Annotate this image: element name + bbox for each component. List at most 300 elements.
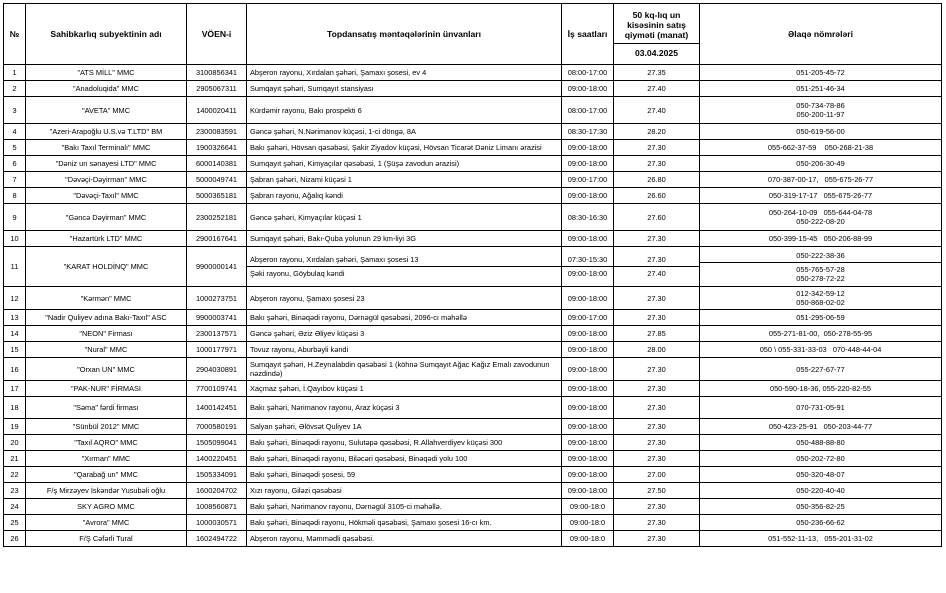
phone-number: 070-387-00-17, 055-675-26-77 [767,175,874,184]
row-no: 16 [4,358,26,381]
price-value: 27.30 [647,422,666,431]
address-line: Gəncə şəhəri, N.Nərimanov küçəsi, 1-ci döngə, 8A [250,127,416,136]
phone-group [703,249,938,262]
row-no: 23 [4,483,26,499]
phone-numbers [700,419,942,435]
phone-numbers [700,172,942,188]
voen: 1400020411 [187,97,247,124]
phone-number: 012-342-59-12 [796,289,845,298]
phone-number: 050-220-40-40 [796,486,845,495]
row-no: 8 [4,188,26,204]
address-line: Sumqayıt şəhəri, Bakı-Quba yolunun 29 km-liyi 3G [250,234,416,243]
entity-name: "Avrora" MMC [26,515,187,531]
address-line: Xızı rayonu, Giləzi qəsəbəsi [250,486,342,495]
row-no: 7 [4,172,26,188]
phone-numbers [700,81,942,97]
work-hours [562,204,614,231]
phone-numbers [700,381,942,397]
phone-number: 070-731-05-91 [796,403,845,412]
phone-numbers [700,467,942,483]
price [614,247,700,287]
hours-line: 09:00-18:00 [567,364,608,374]
price-value: 26.60 [647,191,666,200]
work-hours [562,124,614,140]
phone-number: 050-868-02-02 [796,298,845,307]
address-line: Bakı şəhəri, Nərimanov rayonu, Araz küçəsi 3 [250,403,400,412]
table-row [4,515,942,531]
row-no: 11 [4,247,26,287]
header-phones: Əlaqə nömrələri [700,4,942,65]
voen: 1000030571 [187,515,247,531]
entity-name: "Gəncə Dəyirman" MMC [26,204,187,231]
phone-group [703,452,938,465]
entity-name: F/Ş Cəfərli Tural [26,531,187,547]
price-value: 27.30 [647,534,666,543]
phone-numbers [700,97,942,124]
header-address: Topdansatış məntəqələrinin ünvanları [247,4,562,65]
table-row [4,483,942,499]
table-row [4,140,942,156]
phone-number: 050-319-17-17 055-675-26-77 [768,191,873,200]
price [614,97,700,124]
hours-line: 09:00-18:00 [567,384,608,393]
price [614,483,700,499]
table-row [4,124,942,140]
phone-group [700,262,941,285]
entity-name: "Sünbül 2012" MMC [26,419,187,435]
phone-number: 050-222-08-20 [796,217,845,226]
voen: 1400142451 [187,397,247,419]
price-value: 28.20 [647,127,666,136]
phone-group [703,484,938,497]
header-price [614,4,700,65]
addresses [247,326,562,342]
hours-line: 09:00-18:00 [567,422,608,431]
price [614,342,700,358]
phone-number: 055-765-57-28 [796,264,845,274]
address-line: Sumqayıt şəhəri, Kimyaçılar qəsəbəsi, 1 (Şüşə zavodun ərazisi) [250,159,460,168]
hours-line: 07:30-15:30 [567,255,608,264]
entity-name: "KARAT HOLDİNQ" MMC [26,247,187,287]
work-hours [562,81,614,97]
work-hours [562,97,614,124]
addresses [247,515,562,531]
price-value: 27.30 [647,143,666,152]
hours-line: 09:00-18:00 [562,266,613,280]
header-hours: İş saatları [562,4,614,65]
price-value: 27.30 [647,518,666,527]
voen: 1505334091 [187,467,247,483]
address-line: Sumqayıt şəhəri, H.Zeynalabdin qəsəbəsi 1 (köhnə Sumqayıt Ağac Kağız Emalı zavodunun nəzdində) [250,360,550,378]
phone-numbers [700,342,942,358]
price-value: 27.30 [647,438,666,447]
entity-name: F/ş Mirzəyev İskəndər Yusubəli oğlu [26,483,187,499]
row-no: 3 [4,97,26,124]
voen: 1602494722 [187,531,247,547]
phone-numbers [700,287,942,310]
phone-group [703,343,938,356]
voen: 1600204702 [187,483,247,499]
addresses [247,172,562,188]
price-value: 27.85 [647,329,666,338]
table-row [4,172,942,188]
addresses [247,397,562,419]
addresses [247,287,562,310]
table-row [4,65,942,81]
phone-group [703,173,938,186]
addresses [247,342,562,358]
address-line: Bakı şəhəri, Hövsan qəsəbəsi, Şakir Ziyadov küçəsi, Hövsan Ticarət Dəniz Limanı ərazisi [250,143,542,152]
address-line: Şabran rayonu, Ağalıq kəndi [250,191,343,200]
address-line: Salyan şəhəri, Əlövsət Quliyev 1A [250,422,362,431]
work-hours [562,342,614,358]
table-row [4,358,942,381]
price-value: 27.30 [647,384,666,393]
address-line: Abşeron rayonu, Xırdalan şəhəri, Şamaxı şosesi, ev 4 [250,68,427,77]
price [614,188,700,204]
entity-name: "Taxıl AQRO" MMC [26,435,187,451]
addresses [247,310,562,326]
phone-group [703,382,938,395]
phone-group [703,532,938,545]
phone-number: 050-236-66-62 [796,518,845,527]
phone-numbers [700,483,942,499]
addresses [247,358,562,381]
entity-name: "Dəvəçi-Dəyirman" MMC [26,172,187,188]
work-hours [562,381,614,397]
work-hours [562,435,614,451]
work-hours [562,287,614,310]
addresses [247,531,562,547]
price-value: 27.30 [647,403,666,412]
address-line: Gəncə şəhəri, Kimyaçılar küçəsi 1 [250,212,362,222]
entity-name: "Anadoluqida" MMC [26,81,187,97]
price-value: 27.30 [647,502,666,511]
address-line: Sumqayıt şəhəri, Sumqayıt stansiyası [250,84,374,93]
phone-number: 055-227-67-77 [796,364,845,374]
voen: 6000140381 [187,156,247,172]
price [614,451,700,467]
entity-name: "AVETA" MMC [26,97,187,124]
voen: 7700109741 [187,381,247,397]
entity-name: "Azeri-Arapoğlu U.S.və T.LTD" BM [26,124,187,140]
work-hours [562,156,614,172]
price-value: 27.50 [647,486,666,495]
phone-group [703,232,938,245]
phone-number: 050-264-10-09 055-644-04-78 [768,208,873,217]
addresses [247,97,562,124]
address-line: Xaçmaz şəhəri, İ.Qayıbov küçəsi 1 [250,384,364,393]
work-hours [562,247,614,287]
phone-number: 050-734-78-86 [796,101,845,110]
row-no: 17 [4,381,26,397]
address-line: Bakı şəhəri, Nərimanov rayonu, Dərnəgül 3105-ci məhəllə. [250,502,442,511]
row-no: 2 [4,81,26,97]
table-row [4,287,942,310]
row-no: 12 [4,287,26,310]
phone-numbers [700,247,942,287]
entity-name: SKY AGRO MMC [26,499,187,515]
hours-line: 08:30-17:30 [567,127,608,136]
table-row [4,435,942,451]
voen: 2300137571 [187,326,247,342]
entity-name: "Bakı Taxıl Terminalı" MMC [26,140,187,156]
phone-number: 051-552-11-13, 055-201-31-02 [768,534,873,543]
addresses [247,188,562,204]
phone-number: 050-356-82-25 [796,502,845,511]
phone-numbers [700,140,942,156]
phone-number: 050-590-18-36, 055-220-82-55 [769,384,872,393]
price [614,81,700,97]
phone-number: 051-205-45-72 [796,68,845,77]
hours-line: 08:30-16:30 [567,212,608,222]
work-hours [562,188,614,204]
phone-numbers [700,156,942,172]
hours-line: 09:00-18:00 [567,403,608,412]
addresses [247,124,562,140]
entity-name: "Kərmən" MMC [26,287,187,310]
phone-number: 051-295-06-59 [796,313,845,322]
price [614,156,700,172]
work-hours [562,515,614,531]
work-hours [562,326,614,342]
table-row [4,381,942,397]
table-row [4,531,942,547]
hours-line: 09:00-17:00 [567,175,608,184]
phone-number: 055-662-37-59 050-268-21-38 [767,143,874,152]
phone-group [703,66,938,79]
voen: 2904030891 [187,358,247,381]
row-no: 18 [4,397,26,419]
phone-group [703,327,938,340]
price [614,231,700,247]
work-hours [562,397,614,419]
phone-number: 050-423-25-91 050-203-44-77 [768,422,873,431]
price [614,397,700,419]
voen: 9900000141 [187,247,247,287]
hours-line: 09:00-18:00 [567,329,608,338]
price [614,172,700,188]
phone-number: 050-320-48-07 [796,470,845,479]
phone-number: 055-271-81-00, 050-278-55-95 [768,329,873,338]
entity-name: "Qarabağ un" MMC [26,467,187,483]
table-row [4,310,942,326]
price [614,515,700,531]
address-line: Bakı şəhəri, Binəqədi rayonu, Biləcəri qəsəbəsi, Binəqədi yolu 100 [250,454,468,463]
addresses [247,231,562,247]
header-no: № [4,4,26,65]
hours-line: 08:00-17:00 [567,105,608,115]
phone-group [703,157,938,170]
hours-line: 09:00-18:00 [567,345,608,354]
hours-line: 09:00-18:00 [567,84,608,93]
table-row [4,397,942,419]
header-voen: VÖEN-i [187,4,247,65]
work-hours [562,531,614,547]
phone-numbers [700,531,942,547]
price-table-sheet [3,3,942,547]
price [614,358,700,381]
address-line: Abşeron rayonu, Şamaxı şosesi 23 [250,293,365,303]
address-line: Bakı şəhəri, Binəqədi rayonu, Sulutəpə qəsəbəsi, R.Allahverdiyev küçəsi 300 [250,438,503,447]
voen: 2900167641 [187,231,247,247]
price [614,310,700,326]
entity-name: "NEON" Firması [26,326,187,342]
row-no: 26 [4,531,26,547]
price [614,435,700,451]
phone-numbers [700,515,942,531]
work-hours [562,65,614,81]
phone-group [703,420,938,433]
row-no: 15 [4,342,26,358]
price-value: 27.30 [647,454,666,463]
addresses [247,381,562,397]
phone-number: 050-200-11-97 [796,110,845,119]
voen: 1000177971 [187,342,247,358]
price [614,419,700,435]
hours-line: 09:00-18:00 [567,234,608,243]
row-no: 22 [4,467,26,483]
addresses [247,156,562,172]
phone-numbers [700,326,942,342]
phone-group [703,141,938,154]
phone-number: 050-202-72-80 [796,454,845,463]
row-no: 25 [4,515,26,531]
table-row [4,419,942,435]
header-name: Sahibkarlıq subyektinin adı [26,4,187,65]
table-row [4,499,942,515]
entity-name: "ATS MİLL" MMC [26,65,187,81]
work-hours [562,172,614,188]
work-hours [562,231,614,247]
phone-number: 051-251-46-34 [796,84,845,93]
voen: 7000580191 [187,419,247,435]
phone-group [703,287,938,309]
phone-group [703,401,938,414]
phone-number: 050-206-30-49 [796,159,845,168]
voen: 2905067311 [187,81,247,97]
voen: 1505099041 [187,435,247,451]
row-no: 24 [4,499,26,515]
voen: 2300083591 [187,124,247,140]
work-hours [562,310,614,326]
price-value: 27.30 [647,255,666,264]
row-no: 20 [4,435,26,451]
table-row [4,188,942,204]
header-price-date: 03.04.2025 [614,43,699,58]
work-hours [562,451,614,467]
header-price-line2: kisəsinin satış [627,20,686,30]
phone-numbers [700,397,942,419]
work-hours [562,419,614,435]
addresses [247,81,562,97]
header-price-line1: 50 kq-lıq un [632,10,681,20]
voen: 2300252181 [187,204,247,231]
price-value: 27.60 [647,212,666,222]
addresses [247,419,562,435]
price-value: 28.00 [647,345,666,354]
phone-numbers [700,435,942,451]
voen: 9900003741 [187,310,247,326]
entity-name: "PAK-NUR" FİRMASI [26,381,187,397]
hours-line: 09:00-18:0 [569,502,606,511]
work-hours [562,499,614,515]
row-no: 14 [4,326,26,342]
address-line: Gəncə şəhəri, Əziz Əliyev küçəsi 3 [250,329,365,338]
phone-numbers [700,499,942,515]
hours-line: 09:00-18:00 [567,143,608,152]
price [614,381,700,397]
price [614,499,700,515]
table-row [4,204,942,231]
table-row [4,81,942,97]
address-line: Bakı şəhəri, Binəqədi rayonu, Hökməli qəsəbəsi, Şamaxı şosesi 16-cı km. [250,518,492,527]
header-row [4,4,942,65]
phone-group [703,311,938,324]
row-no: 13 [4,310,26,326]
entity-name: "Dəniz un sənayesi LTD" MMC [26,156,187,172]
addresses [247,435,562,451]
phone-number: 050-399-15-45 050-206-88-99 [768,234,873,243]
row-no: 1 [4,65,26,81]
price-value: 27.30 [647,364,666,374]
phone-number: 050-488-88-80 [796,438,845,447]
price-value: 27.40 [614,266,699,280]
work-hours [562,467,614,483]
phone-numbers [700,188,942,204]
price [614,326,700,342]
price-value: 27.30 [647,313,666,322]
phone-group [703,363,938,376]
hours-line: 09:00-18:00 [567,454,608,463]
work-hours [562,483,614,499]
table-row [4,467,942,483]
price [614,287,700,310]
price-value: 27.35 [647,68,666,77]
price-value: 26.80 [647,175,666,184]
addresses [247,204,562,231]
row-no: 5 [4,140,26,156]
table-row [4,97,942,124]
phone-numbers [700,310,942,326]
entity-name: "Nural" MMC [26,342,187,358]
entity-name: "Xırman" MMC [26,451,187,467]
phone-numbers [700,358,942,381]
entity-name: "Dəvəçi-Taxıl" MMC [26,188,187,204]
price [614,140,700,156]
table-body [4,65,942,547]
phone-numbers [700,204,942,231]
row-no: 9 [4,204,26,231]
addresses [247,65,562,81]
phone-numbers [700,451,942,467]
header-price-line3: qiyməti (manat) [624,30,689,40]
voen: 5000365181 [187,188,247,204]
voen: 1400220451 [187,451,247,467]
row-no: 10 [4,231,26,247]
work-hours [562,140,614,156]
addresses [247,451,562,467]
phone-numbers [700,65,942,81]
price [614,65,700,81]
voen: 1900326641 [187,140,247,156]
price [614,204,700,231]
row-no: 21 [4,451,26,467]
row-no: 4 [4,124,26,140]
table-row [4,247,942,287]
price-value: 27.30 [647,159,666,168]
phone-number: 050 \ 055-331-33-03 070-448-44-04 [759,345,882,354]
